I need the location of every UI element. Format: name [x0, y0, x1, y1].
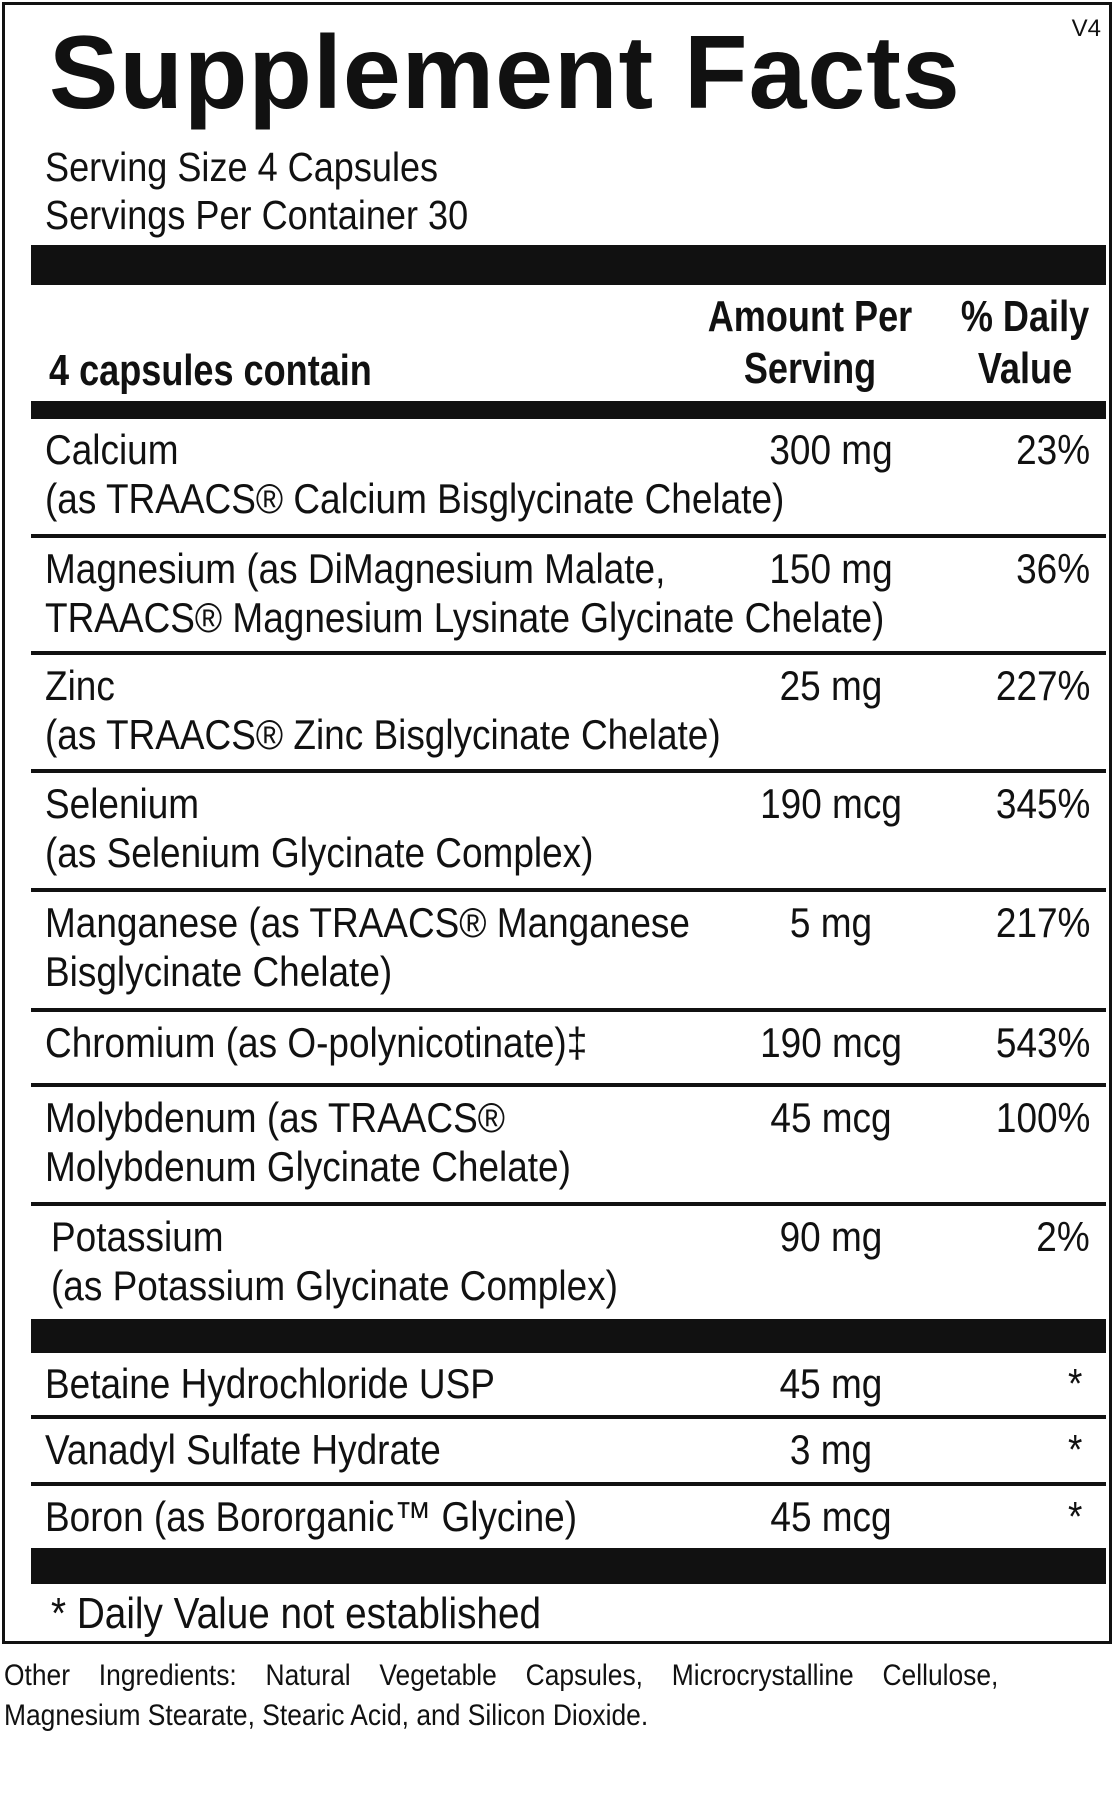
- nutrient-amount: 5 mg: [789, 899, 873, 946]
- nutrient-daily-value: 227%: [995, 662, 1090, 709]
- nutrient-amount: 190 mcg: [760, 1019, 902, 1066]
- nutrient-daily-value: *: [1067, 1493, 1082, 1540]
- thick-divider-top: [31, 245, 1106, 285]
- supplement-facts-panel: [2, 2, 1112, 1644]
- thick-divider-bottom: [31, 1548, 1106, 1584]
- nutrient-name: Chromium (as O-polynicotinate)‡: [45, 1019, 588, 1066]
- other-ingredients: Other Ingredients: Natural Vegetable Capsules, Microcrystalline Cellulose, Magnesium Stearate, Stearic Acid, and Silicon Dioxide.: [4, 1659, 999, 1732]
- nutrient-row: [31, 773, 1106, 888]
- nutrient-amount: 150 mg: [769, 545, 893, 592]
- nutrient-name: Vanadyl Sulfate Hydrate: [45, 1426, 441, 1473]
- other-nutrient-row: [31, 1419, 1106, 1482]
- nutrient-row: [31, 1012, 1106, 1083]
- nutrient-daily-value: *: [1067, 1426, 1082, 1473]
- nutrient-daily-value: 23%: [1016, 426, 1090, 473]
- nutrient-daily-value: 36%: [1016, 545, 1090, 592]
- nutrient-daily-value: 543%: [995, 1019, 1090, 1066]
- version-code: V4: [1071, 15, 1101, 42]
- nutrient-name: Potassium (as Potassium Glycinate Complex): [51, 1213, 618, 1309]
- nutrient-name: Magnesium (as DiMagnesium Malate, TRAACS® Magnesium Lysinate Glycinate Chelate): [45, 545, 885, 641]
- servings-per-container: Servings Per Container 30: [45, 192, 469, 238]
- nutrient-daily-value: 100%: [995, 1094, 1090, 1141]
- nutrient-daily-value: 217%: [995, 899, 1090, 946]
- thick-divider-other: [31, 1319, 1106, 1353]
- nutrient-name: Zinc (as TRAACS® Zinc Bisglycinate Chelate): [45, 662, 721, 758]
- nutrient-name: Manganese (as TRAACS® Manganese Bisglycinate Chelate): [45, 899, 690, 995]
- nutrient-amount: 3 mg: [789, 1426, 873, 1473]
- nutrient-amount: 45 mg: [779, 1360, 883, 1407]
- nutrient-row: [31, 655, 1106, 769]
- nutrient-row: [31, 1087, 1106, 1202]
- nutrient-amount: 45 mcg: [770, 1493, 892, 1540]
- panel-title: Supplement Facts: [49, 15, 961, 131]
- nutrient-name: Boron (as Bororganic™ Glycine): [45, 1493, 578, 1540]
- nutrient-amount: 90 mg: [779, 1213, 883, 1260]
- thick-divider-header: [31, 401, 1106, 419]
- nutrient-name: Selenium (as Selenium Glycinate Complex): [45, 780, 594, 876]
- nutrient-daily-value: 2%: [1036, 1213, 1090, 1260]
- nutrient-name: Molybdenum (as TRAACS® Molybdenum Glycinate Chelate): [45, 1094, 571, 1190]
- nutrient-row: [31, 538, 1106, 651]
- column-header-amount: Amount Per Serving: [707, 292, 913, 393]
- nutrient-daily-value: 345%: [995, 780, 1090, 827]
- column-header-contains: 4 capsules contain: [49, 346, 372, 395]
- nutrient-amount: 300 mg: [769, 426, 893, 473]
- nutrient-name: Calcium (as TRAACS® Calcium Bisglycinate Chelate): [45, 426, 785, 522]
- nutrient-amount: 190 mcg: [760, 780, 902, 827]
- nutrient-row: [31, 419, 1106, 534]
- nutrient-amount: 45 mcg: [770, 1094, 892, 1141]
- nutrient-amount: 25 mg: [779, 662, 883, 709]
- other-nutrient-row: [31, 1353, 1106, 1415]
- daily-value-footnote: * Daily Value not established: [51, 1589, 542, 1638]
- nutrient-row: [31, 892, 1106, 1008]
- nutrient-name: Betaine Hydrochloride USP: [45, 1360, 495, 1407]
- column-header-daily-value: % Daily Value: [960, 292, 1090, 393]
- other-nutrient-row: [31, 1486, 1106, 1548]
- serving-size: Serving Size 4 Capsules: [45, 144, 439, 190]
- nutrient-row: [31, 1206, 1106, 1319]
- nutrient-daily-value: *: [1067, 1360, 1082, 1407]
